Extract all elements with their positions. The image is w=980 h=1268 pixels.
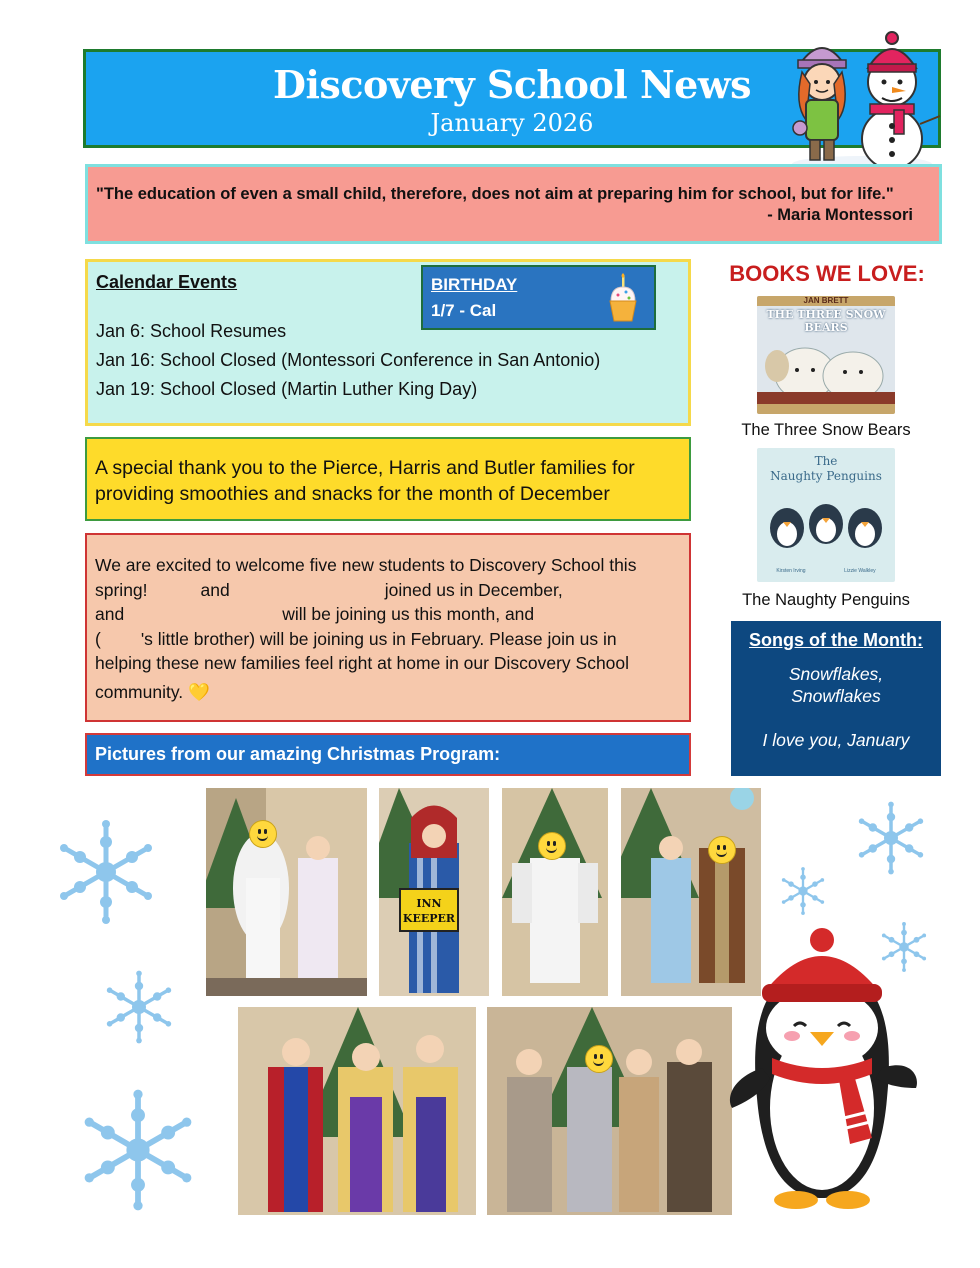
penguin-illustration xyxy=(722,928,922,1214)
books-heading: BOOKS WE LOVE: xyxy=(729,261,925,286)
song-title: I love you, January xyxy=(762,730,910,750)
snowflake-icon xyxy=(780,866,826,916)
program-photo xyxy=(379,788,489,996)
quote-text: "The education of even a small child, therefore, does not aim at preparing him for school, but for life." xyxy=(96,185,894,203)
book-caption: The Naughty Penguins xyxy=(742,591,910,609)
book-cover-credits: Kirsten Irving Lizzie Walkley xyxy=(776,568,876,574)
face-cover-emoji xyxy=(249,820,277,848)
snowflake-icon xyxy=(80,1087,196,1213)
yellow-heart-icon: 💛 xyxy=(188,681,210,702)
girl-snowman-illustration xyxy=(782,24,942,172)
program-photo xyxy=(487,1007,732,1215)
welcome-line: ( 's little brother) will be joining us in February. Please join us in xyxy=(95,628,617,649)
songs-heading: Songs of the Month: xyxy=(749,630,923,650)
birthday-entry: 1/7 - Cal xyxy=(431,301,497,320)
quote-box xyxy=(85,164,942,244)
welcome-line: spring! and joined us in December, xyxy=(95,579,563,600)
snowflake-icon xyxy=(856,800,926,876)
welcome-line: We are excited to welcome five new students to Discovery School this xyxy=(95,555,637,575)
face-cover-emoji xyxy=(538,832,566,860)
book-cover-three-snow-bears xyxy=(757,296,895,414)
book-cover-title: THE THREE SNOW BEARS xyxy=(766,308,886,334)
snowflake-icon xyxy=(104,969,174,1045)
book-caption: The Three Snow Bears xyxy=(741,421,911,439)
inn-keeper-sign: INN KEEPER xyxy=(399,888,459,932)
book-cover-author: JAN BRETT xyxy=(803,296,849,305)
welcome-line: helping these new families feel right at home in our Discovery School xyxy=(95,653,630,673)
calendar-event: Jan 6: School Resumes xyxy=(96,321,287,341)
quote-author: - Maria Montessori xyxy=(767,206,913,224)
welcome-line: community. 💛 xyxy=(95,681,210,702)
newsletter-date: January 2026 xyxy=(430,109,594,137)
birthday-box xyxy=(421,265,656,330)
book-cover-title: The Naughty Penguins xyxy=(770,454,882,483)
program-photo xyxy=(238,1007,476,1215)
program-photo xyxy=(206,788,367,996)
snowflake-icon xyxy=(56,819,156,925)
cupcake-icon xyxy=(608,273,638,323)
calendar-event: Jan 19: School Closed (Martin Luther King Day) xyxy=(96,379,478,399)
welcome-box xyxy=(85,533,691,722)
newsletter-title: Discovery School News xyxy=(273,62,751,107)
welcome-line: and will be joining us this month, and xyxy=(95,604,535,624)
pictures-banner: Pictures from our amazing Christmas Program: xyxy=(85,733,691,776)
program-photo xyxy=(502,788,608,996)
songs-of-the-month-box xyxy=(731,621,941,776)
song-title: Snowflakes, Snowflakes xyxy=(788,664,884,706)
calendar-heading: Calendar Events xyxy=(96,272,238,292)
face-cover-emoji xyxy=(708,836,736,864)
face-cover-emoji xyxy=(585,1045,613,1073)
thank-you-box: A special thank you to the Pierce, Harris and Butler families for providing smoothies and snacks for the month of December xyxy=(85,437,691,521)
calendar-event: Jan 16: School Closed (Montessori Conference in San Antonio) xyxy=(96,350,601,370)
birthday-heading: BIRTHDAY xyxy=(431,275,518,294)
book-cover-naughty-penguins xyxy=(757,448,895,582)
